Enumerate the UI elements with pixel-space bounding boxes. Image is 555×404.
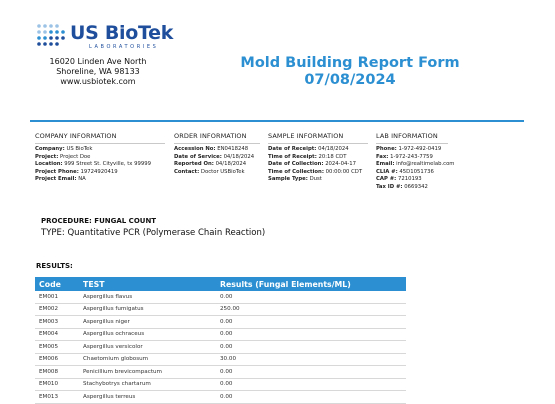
cell-code: EM006 [35, 353, 79, 366]
results-label: RESULTS: [36, 262, 73, 270]
info-row: Date of Collection: 2024-04-17 [268, 161, 356, 168]
info-row: Tax ID #: 0669342 [376, 183, 428, 190]
cell-test: Chaetomium globosum [79, 353, 216, 366]
table-row [35, 328, 406, 341]
table-row [35, 391, 406, 404]
cell-code: EM013 [35, 391, 79, 404]
info-row: Time of Collection: 00:00:00 CDT [268, 168, 363, 175]
lab-info-section [376, 132, 455, 192]
column-header-test: TEST [79, 277, 216, 291]
cell-test: Aspergillus terreus [79, 391, 216, 404]
cell-result: 0.00 [216, 378, 406, 391]
table-row [35, 378, 406, 391]
sample-info-section [268, 132, 368, 184]
company-info-rows [35, 146, 165, 184]
cell-test: Aspergillus versicolor [79, 341, 216, 354]
results-header-row [35, 277, 406, 291]
info-row: Date of Receipt: 04/18/2024 [268, 146, 349, 152]
cell-result: 30.00 [216, 353, 406, 366]
report-title-block [200, 55, 500, 89]
cell-result: 250.00 [216, 303, 406, 316]
company-logo [36, 22, 174, 50]
info-row: CAP #: 7210193 [376, 176, 422, 183]
table-row [35, 303, 406, 316]
info-row: Sample Type: Dust [268, 176, 322, 183]
info-row: Location: 999 Street St. Cityville, tx 99999 [35, 161, 151, 168]
cell-code: EM008 [35, 366, 79, 379]
info-row: Project Email: NA [35, 176, 86, 183]
company-info-section [35, 132, 165, 184]
cell-test: Stachybotrys chartarum [79, 378, 216, 391]
address-city: Shoreline, WA 98133 [56, 67, 140, 76]
cell-test: Aspergillus flavus [79, 291, 216, 303]
address-street: 16020 Linden Ave North [49, 57, 147, 66]
cell-code: EM003 [35, 316, 79, 329]
info-row: Date of Service: 04/18/2024 [174, 153, 255, 160]
lab-info-heading: LAB INFORMATION [376, 132, 438, 140]
results-table [35, 277, 406, 404]
order-info-heading: ORDER INFORMATION [174, 132, 247, 140]
cell-result: 0.00 [216, 391, 406, 404]
column-header-results: Results (Fungal Elements/ML) [216, 277, 406, 291]
table-row [35, 341, 406, 354]
section-divider [268, 143, 368, 144]
table-row [35, 366, 406, 379]
cell-test: Aspergillus ochraceus [79, 328, 216, 341]
cell-code: EM010 [35, 378, 79, 391]
cell-result: 0.00 [216, 328, 406, 341]
report-title: Mold Building Report Form [240, 55, 460, 71]
cell-test: Penicillium brevicompactum [79, 366, 216, 379]
order-info-section [174, 132, 260, 176]
logo-dot-grid-icon [36, 23, 66, 49]
procedure-type: TYPE: Quantitative PCR (Polymerase Chain Reaction) [41, 228, 266, 238]
info-row: Project Phone: 19724920419 [35, 168, 118, 175]
info-row: Email: info@realtimelab.com [376, 161, 455, 168]
info-row: Phone: 1-972-492-0419 [376, 146, 442, 152]
sample-info-rows [268, 146, 368, 184]
info-row: Reported On: 04/18/2024 [174, 161, 247, 168]
cell-result: 0.00 [216, 366, 406, 379]
info-row: CLIA #: 45D1051736 [376, 168, 434, 175]
cell-code: EM001 [35, 291, 79, 303]
info-row: Time of Receipt: 20:18 CDT [268, 153, 347, 160]
cell-result: 0.00 [216, 291, 406, 303]
lab-info-rows [376, 146, 455, 192]
logo-subtitle: LABORATORIES [89, 44, 159, 50]
cell-result: 0.00 [216, 316, 406, 329]
table-row [35, 291, 406, 303]
cell-test: Aspergillus niger [79, 316, 216, 329]
procedure-label: PROCEDURE: FUNGAL COUNT [41, 217, 157, 225]
cell-test: Aspergillus fumigatus [79, 303, 216, 316]
cell-code: EM004 [35, 328, 79, 341]
section-divider [174, 143, 260, 144]
section-divider [376, 143, 448, 144]
sample-info-heading: SAMPLE INFORMATION [268, 132, 344, 140]
company-info-heading: COMPANY INFORMATION [35, 132, 117, 140]
column-header-code: Code [35, 277, 79, 291]
address-website: www.usbiotek.com [60, 77, 136, 86]
report-date: 07/08/2024 [304, 72, 396, 88]
cell-code: EM005 [35, 341, 79, 354]
cell-code: EM002 [35, 303, 79, 316]
order-info-rows [174, 146, 260, 176]
info-row: Fax: 1-972-243-7759 [376, 153, 433, 160]
table-row [35, 353, 406, 366]
lab-address [36, 57, 160, 87]
info-row: Contact: Doctor USBioTek [174, 168, 245, 175]
info-row: Company: US BioTek [35, 146, 93, 152]
cell-result: 0.00 [216, 341, 406, 354]
info-row: Accession No: EN0418248 [174, 146, 249, 152]
table-row [35, 316, 406, 329]
section-divider [35, 143, 165, 144]
info-row: Project: Project Doe [35, 153, 91, 160]
header-divider [30, 120, 524, 122]
logo-name: US BioTek [70, 22, 174, 44]
